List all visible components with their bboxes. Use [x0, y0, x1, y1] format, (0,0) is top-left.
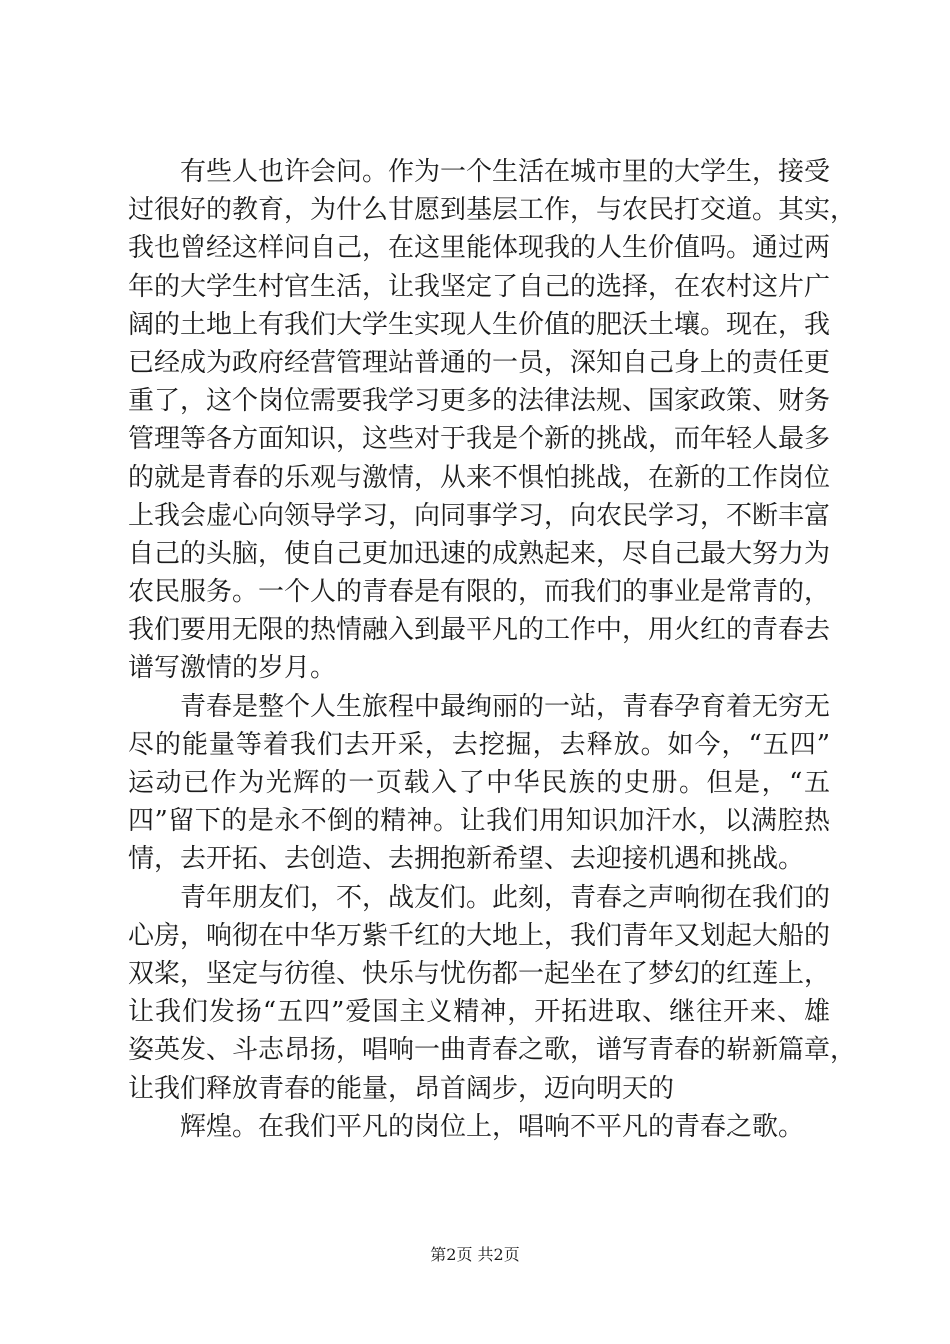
text-line: 情，去开拓、去创造、去拥抱新希望、去迎接机遇和挑战。 [128, 844, 805, 875]
text-line: 四”留下的是永不倒的精神。让我们用知识加汗水，以满腔热 [128, 806, 830, 837]
text-line: 双桨，坚定与彷徨、快乐与忧伤都一起坐在了梦幻的红莲上， [128, 958, 831, 989]
text-line: 运动已作为光辉的一页载入了中华民族的史册。但是，“五 [128, 768, 830, 798]
page-footer [0, 1242, 950, 1265]
paragraph-2 [128, 688, 830, 879]
text-line: 管理等各方面知识，这些对于我是个新的挑战，而年轻人最多 [128, 424, 831, 455]
text-line: 姿英发、斗志昂扬，唱响一曲青春之歌，谱写青春的崭新篇章， [128, 1035, 857, 1066]
text-line: 重了，这个岗位需要我学习更多的法律法规、国家政策、财务 [128, 386, 831, 417]
text-line: 农民服务。一个人的青春是有限的，而我们的事业是常青的， [128, 577, 831, 608]
text-line: 有些人也许会问。作为一个生活在城市里的大学生，接受 [180, 157, 831, 187]
text-line: 青春是整个人生旅程中最绚丽的一站，青春孕育着无穷无 [180, 691, 831, 722]
text-line: 青年朋友们，不，战友们。此刻，青春之声响彻在我们的 [180, 882, 831, 913]
text-line: 阔的土地上有我们大学生实现人生价值的肥沃土壤。现在，我 [128, 309, 831, 340]
paragraph-3 [128, 879, 857, 1108]
text-line: 尽的能量等着我们去开采，去挖掘，去释放。如今，“五四” [128, 729, 830, 760]
text-line: 让我们发扬“五四”爱国主义精神，开拓进取、继往开来、雄 [128, 997, 830, 1028]
document-body [128, 153, 857, 1146]
text-line: 让我们释放青春的能量，昂首阔步，迈向明天的 [128, 1073, 675, 1104]
text-line: 我也曾经这样问自己，在这里能体现我的人生价值吗。通过两 [128, 233, 831, 264]
text-line: 我们要用无限的热情融入到最平凡的工作中，用火红的青春去 [128, 615, 831, 646]
text-line: 心房，响彻在中华万紫千红的大地上，我们青年又划起大船的 [128, 920, 831, 951]
paragraph-4 [128, 1108, 830, 1146]
text-line: 的就是青春的乐观与激情，从来不惧怕挑战，在新的工作岗位 [128, 462, 831, 493]
text-line: 已经成为政府经营管理站普通的一员，深知自己身上的责任更 [128, 347, 831, 378]
paragraph-1 [128, 153, 857, 688]
text-line: 谱写激情的岁月。 [128, 653, 337, 684]
text-line: 过很好的教育，为什么甘愿到基层工作，与农民打交道。其实， [128, 195, 857, 226]
text-line: 自己的头脑，使自己更加迅速的成熟起来，尽自己最大努力为 [128, 538, 831, 569]
text-line: 辉煌。在我们平凡的岗位上，唱响不平凡的青春之歌。 [180, 1111, 805, 1142]
page-number-label: 第2页 共2页 [430, 1245, 520, 1264]
text-line: 上我会虚心向领导学习，向同事学习，向农民学习，不断丰富 [128, 500, 831, 531]
text-line: 年的大学生村官生活，让我坚定了自己的选择，在农村这片广 [128, 271, 831, 302]
